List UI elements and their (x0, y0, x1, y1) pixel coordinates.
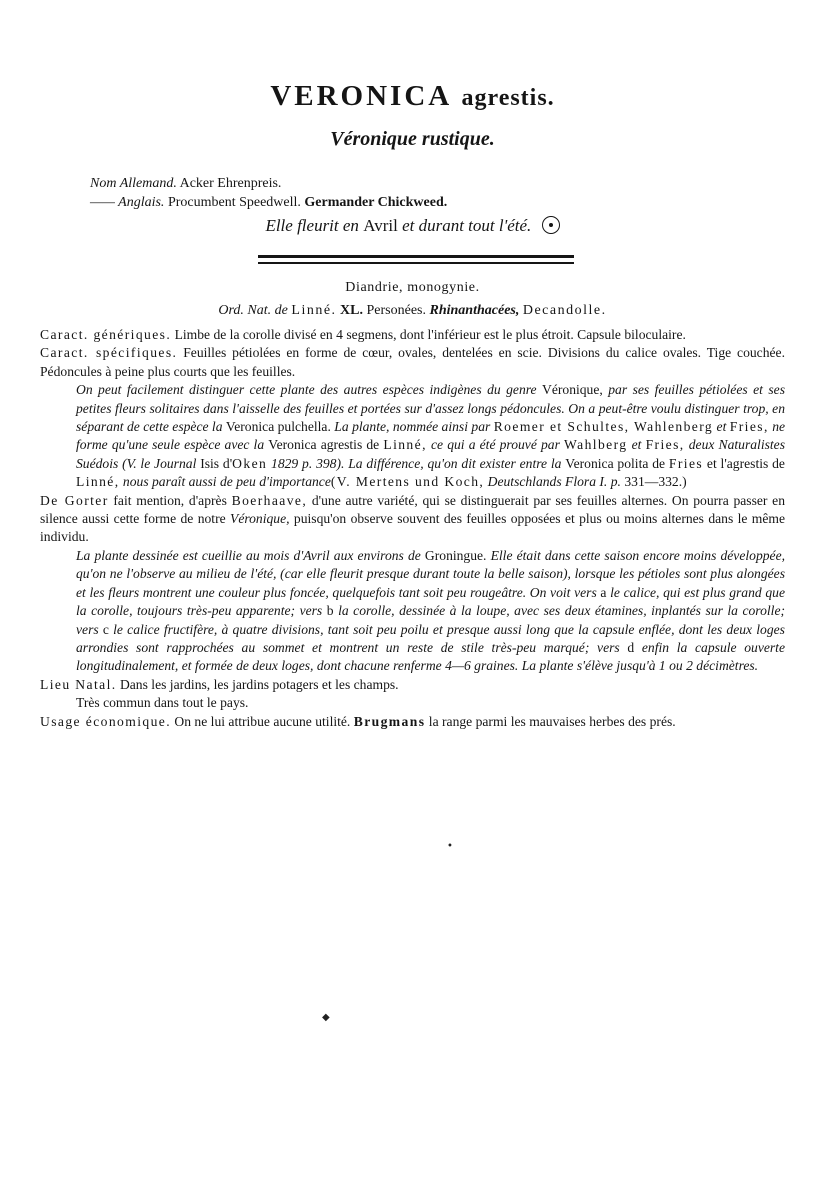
ink-speck-icon: ◆ (322, 1012, 330, 1023)
frequency-note: Très commun dans tout le pays. (76, 695, 249, 711)
p3-figure-a: a (600, 584, 607, 600)
p1-et: et (716, 419, 727, 435)
description-body (40, 326, 785, 731)
generic-text: Limbe de la corolle divisé en 4 segmens, dont l'inférieur est le plus étroit. Capsule biloculaire. (174, 327, 686, 342)
p1-text-h: La différence, qu'on dit exister entre la (348, 455, 562, 471)
p1-fries: Fries, (729, 419, 769, 435)
paragraph-figure-explanation (40, 547, 785, 676)
page-subtitle: Véronique rustique. (330, 128, 495, 150)
p1-et2: et (631, 437, 642, 453)
flowering-part2: et durant tout l'été. (402, 216, 532, 235)
p3-figure-d: d (627, 639, 635, 655)
p2-text-c: puisqu'on observe souvent des feuilles opposées et plus ou moins alternes dans le même individu. (40, 511, 786, 545)
p1-linne2: Linné, (76, 474, 120, 490)
p1-flora: Deutschlands Flora I. p. (487, 474, 621, 490)
p1-text-g: 1829 p. 398). (271, 455, 345, 471)
english-label: —— Anglais. (90, 195, 165, 210)
p1-pulchella: Veronica pulchella. (225, 419, 331, 435)
specific-characters (40, 344, 785, 381)
p1-wahlberg: Wahlberg (564, 437, 628, 453)
economic-use (40, 713, 785, 731)
specific-label: Caract. spécifiques. (40, 345, 178, 361)
paragraph-distinction (40, 381, 785, 491)
annual-symbol-icon (542, 216, 560, 234)
ord-decandolle: Decandolle. (522, 303, 607, 318)
title-genus: VERONICA (270, 80, 453, 112)
usage-text-a: On ne lui attribue aucune utilité. (174, 713, 351, 729)
p1-text-b: par ses feuilles pétiolées et ses petites fleurs solitaires dans l'aisselle des feuilles et portées sur d'assez longs pédoncules. On a peut-être voulu distinguer trop, en séparant de cette espèce la (76, 382, 785, 435)
german-label: Nom Allemand. (90, 176, 177, 191)
specific-text: Feuilles pétiolées en forme de cœur, ovales, dentelées en scie. Divisions du calice ovales. Tige couchée. Pédoncules à peine plus courts que les feuilles. (40, 345, 785, 379)
p1-text-e: ce qui a été prouvé par (431, 437, 560, 453)
ord-linne: Linné. (291, 303, 337, 318)
divider-rule-thick (258, 255, 574, 258)
linnean-class: Diandrie, monogynie. (345, 280, 480, 295)
paragraph-variety (40, 492, 785, 547)
p1-pages: 331—332.) (624, 474, 687, 490)
p1-fries2: Fries, (645, 437, 685, 453)
flowering-part1: Elle fleurit en (265, 216, 359, 235)
usage-brugmans: Brugmans (353, 713, 426, 729)
p2-veronique: Véronique, (230, 511, 290, 527)
lieu-text: Dans les jardins, les jardins potagers et les champs. (119, 676, 399, 692)
ord-de: de (274, 303, 288, 318)
p3-text-d: la corolle, dessinée à la loupe, avec ses deux étamines, inplantés sur la corolle; vers (76, 603, 786, 637)
generic-characters (40, 326, 785, 344)
p1-polita: Veronica polita de (565, 455, 666, 471)
english-value-2: Germander Chickweed. (304, 195, 448, 210)
english-value-1: Procumbent Speedwell. (167, 195, 301, 210)
p3-groningue: Groningue. (424, 547, 487, 563)
german-name-line (90, 174, 447, 193)
lieu-label: Lieu Natal. (40, 676, 117, 692)
ord-personees: Personées. (366, 303, 426, 318)
p3-text-f: enfin la capsule ouverte longitudinalement, et formée de deux loges, dont chacune renferme 4—6 graines. La plante s'élève jusqu'à 1 ou 2 décimètres. (76, 639, 785, 674)
p3-text-e: le calice fructifère, à quatre divisions, tant soit peu poilu et presque aussi long que la capsule enflée, dont les deux loges arrondies sont rapprochées au sommet et montrent un reste de stile très-peu marqué; vers (76, 621, 785, 655)
p3-figure-c: c (102, 621, 109, 637)
p1-agrestis: Veronica agrestis de (268, 437, 380, 453)
common-names (90, 174, 447, 212)
natural-order (0, 303, 825, 319)
p1-text-f: deux Naturalistes Suédois (V. le Journal (76, 437, 785, 471)
p2-gorter: De Gorter (40, 492, 109, 508)
p1-mertens-koch: (V. Mertens und Koch, (330, 474, 485, 490)
p1-text-a: On peut facilement distinguer cette plante des autres espèces indigènes du genre (76, 382, 537, 398)
ord-rhinanthacees: Rhinanthacées, (429, 303, 520, 318)
p1-fries3: Fries (668, 455, 704, 471)
generic-label: Caract. génériques. (40, 327, 172, 342)
title-species: agrestis. (461, 85, 555, 111)
flowering-line (0, 216, 825, 236)
p3-text-a: La plante dessinée est cueillie au mois d'Avril aux environs de (76, 547, 421, 563)
usage-text-b: la range parmi les mauvaises herbes des prés. (428, 713, 676, 729)
divider-rule-thin (258, 262, 574, 264)
p1-isis: Isis d' (200, 455, 233, 471)
p1-authors: Roemer et Schultes, Wahlenberg (493, 419, 714, 435)
flowering-month: Avril (363, 216, 398, 235)
p3-text-b: Elle était dans cette saison encore moins développée, qu'on ne l'observe au milieu de l'été, (car elle fleurit presque durant toute la belle saison), lorsque les pétioles sont plus alongées et les fleurs montrent une couleur plus foncée, quelquefois tant soit peu rougeâtre. On voit vers (76, 547, 786, 600)
english-name-line (90, 193, 447, 212)
native-place (40, 676, 785, 694)
p2-boerhaave: Boerhaave, (231, 492, 308, 508)
german-value: Acker Ehrenpreis. (179, 176, 282, 191)
p2-text-b: d'une autre variété, qui se distinguerait par ses feuilles alternes. On pourra passer en silence aussi cette forme de notre (40, 492, 785, 527)
p1-agrestis2: et l'agrestis de (706, 455, 785, 471)
p1-oken: Oken (232, 455, 268, 471)
p1-text-c: La plante, nommée ainsi par (334, 419, 491, 435)
p3-text-c: le calice, qui est plus grand que la corolle, toujours très-peu apparente; vers (76, 584, 785, 619)
usage-label: Usage économique. (40, 713, 172, 729)
p2-text-a: fait mention, d'après (113, 492, 227, 508)
p1-text-i: nous paraît aussi de peu d'importance (122, 474, 331, 490)
ink-speck-icon: • (447, 841, 453, 852)
p1-veronique: Véronique, (542, 382, 603, 398)
page-title (0, 80, 825, 113)
ord-label: Ord. Nat. (218, 303, 272, 318)
p1-linne: Linné, (383, 437, 427, 453)
p3-figure-b: b (326, 603, 334, 619)
p1-text-d: ne forme qu'une seule espèce avec la (76, 419, 786, 453)
ord-number: XL. (340, 303, 363, 318)
